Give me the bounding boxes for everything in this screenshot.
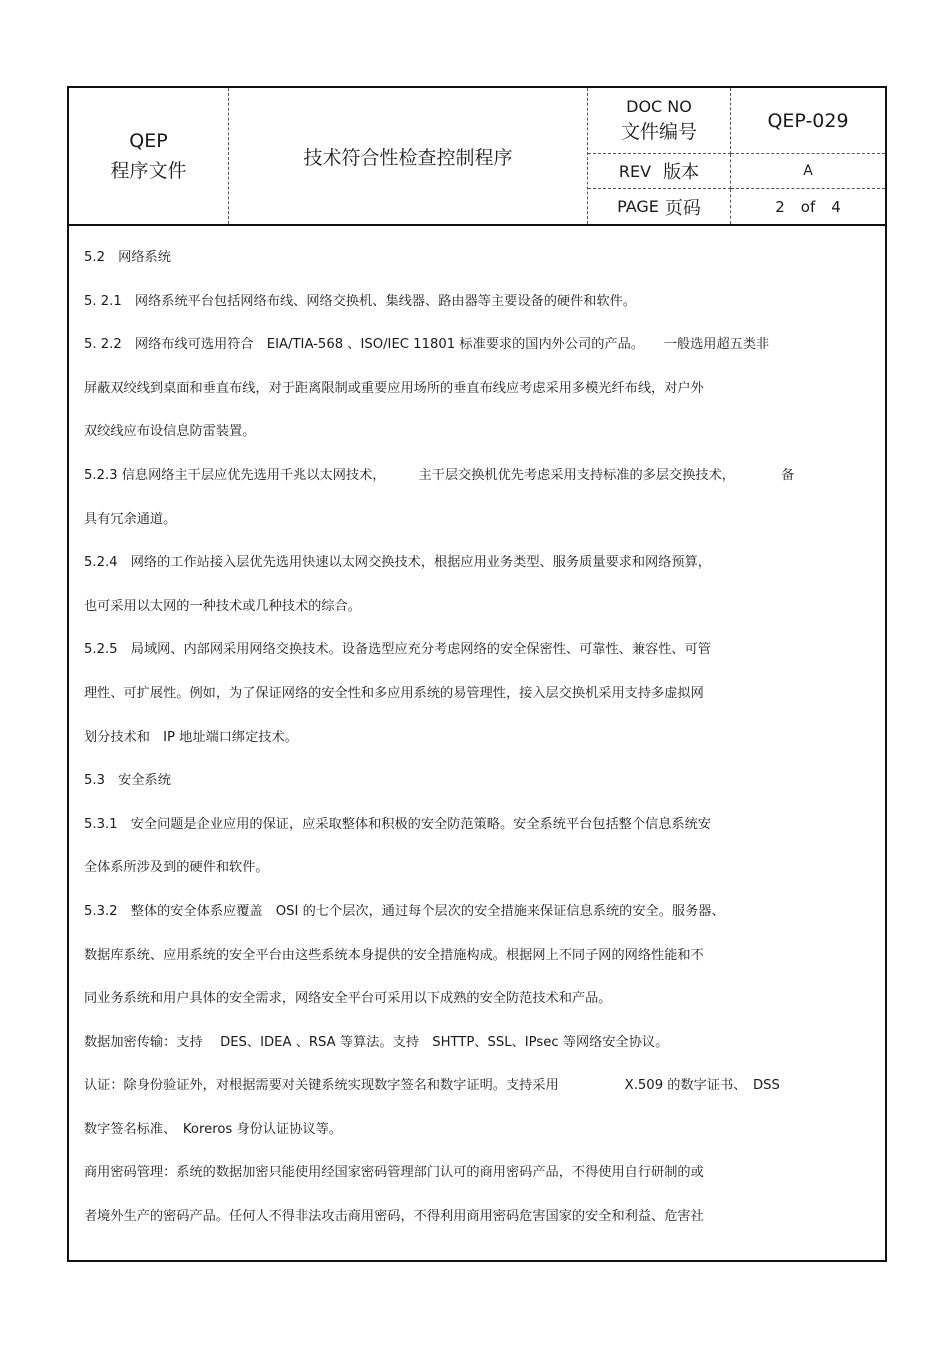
page-number (767, 198, 849, 216)
body-line: 认证：除身份验证外，对根据需要对关键系统实现数字签名和数字证明。支持采用 X.509 的数字证书、 DSS (84, 1078, 780, 1094)
rev-label-cell (588, 154, 731, 189)
doc-no-value: QEP-029 (767, 109, 849, 132)
body-line: 数据加密传输：支持 DES、IDEA 、RSA 等算法。支持 SHTTP、SSL、IPsec 等网络安全协议。 (84, 1034, 669, 1050)
rev-value-cell (731, 154, 885, 189)
document-title: 技术符合性检查控制程序 (303, 146, 513, 169)
doc-no-label-en: DOC NO (626, 96, 692, 116)
doc-no-label-cell (588, 88, 731, 154)
body-line: 商用密码管理：系统的数据加密只能使用经国家密码管理部门认可的商用密码产品，不得使用自行研制的或 (84, 1165, 704, 1181)
body-line: 屏蔽双绞线到桌面和垂直布线，对于距离限制或重要应用场所的垂直布线应考虑采用多模光纤布线，对户外 (84, 380, 704, 396)
body-line: 5.2.5 局域网、内部网采用网络交换技术。设备选型应充分考虑网络的安全保密性、可靠性、兼容性、可管 (84, 642, 711, 658)
doc-no-value-cell (731, 88, 885, 154)
body-line: 5.3 安全系统 (84, 773, 171, 789)
body-line: 5.2 网络系统 (84, 250, 171, 265)
document-header (69, 88, 885, 226)
rev-label-cn: 版本 (663, 162, 700, 183)
body-line: 5.3.2 整体的安全体系应覆盖 OSI 的七个层次，通过每个层次的安全措施来保证信息系统的安全。服务器、 (84, 903, 725, 919)
doc-no-label-cn: 文件编号 (620, 120, 697, 143)
body-line: 数据库系统、应用系统的安全平台由这些系统本身提供的安全措施构成。根据网上不同子网的网络性能和不 (84, 947, 704, 963)
page-label-en: PAGE (617, 197, 659, 216)
body-line: 划分技术和 IP 地址端口绑定技术。 (84, 729, 298, 745)
document-frame (67, 86, 887, 1262)
body-line: 双绞线应布设信息防雷装置。 (84, 424, 256, 440)
body-line: 数字签名标准、 Koreros 身份认证协议等。 (84, 1121, 342, 1137)
page-current: 2 (775, 197, 785, 216)
title-cell (229, 88, 588, 224)
document-body (84, 236, 874, 1239)
page-label-cn: 页码 (664, 197, 701, 219)
rev-label-en: REV (618, 161, 652, 181)
body-line: 者境外生产的密码产品。任何人不得非法攻击商用密码，不得利用商用密码危害国家的安全和利益、危害社 (84, 1209, 704, 1225)
body-line: 全体系所涉及到的硬件和软件。 (84, 860, 269, 876)
page-total: 4 (831, 197, 841, 216)
org-code: QEP (129, 130, 168, 152)
page-of: of (800, 197, 816, 216)
body-line: 也可采用以太网的一种技术或几种技术的综合。 (84, 598, 361, 614)
body-line: 理性、可扩展性。例如，为了保证网络的安全性和多应用系统的易管理性，接入层交换机采用支持多虚拟网 (84, 685, 704, 701)
page-value-cell (731, 189, 885, 224)
rev-value: A (803, 163, 813, 179)
org-name: 程序文件 (110, 160, 187, 182)
body-line: 具有冗余通道。 (84, 511, 177, 527)
body-line: 5. 2.1 网络系统平台包括网络布线、网络交换机、集线器、路由器等主要设备的硬件和软件。 (84, 293, 637, 309)
page-label-cell (588, 189, 731, 224)
body-line: 同业务系统和用户具体的安全需求，网络安全平台可采用以下成熟的安全防范技术和产品。 (84, 991, 612, 1007)
body-line: 5.3.1 安全问题是企业应用的保证，应采取整体和积极的安全防范策略。安全系统平台包括整个信息系统安 (84, 816, 711, 832)
org-cell (69, 88, 229, 224)
body-line: 5.2.3 信息网络主干层应优先选用千兆以太网技术， 主干层交换机优先考虑采用支持标准的多层交换技术， 备 (84, 467, 795, 483)
body-line: 5.2.4 网络的工作站接入层优先选用快速以太网交换技术，根据应用业务类型、服务质量要求和网络预算， (84, 555, 711, 571)
body-line: 5. 2.2 网络布线可选用符合 EIA/TIA-568 、ISO/IEC 11801 标准要求的国内外公司的产品。 一般选用超五类非 (84, 337, 770, 353)
